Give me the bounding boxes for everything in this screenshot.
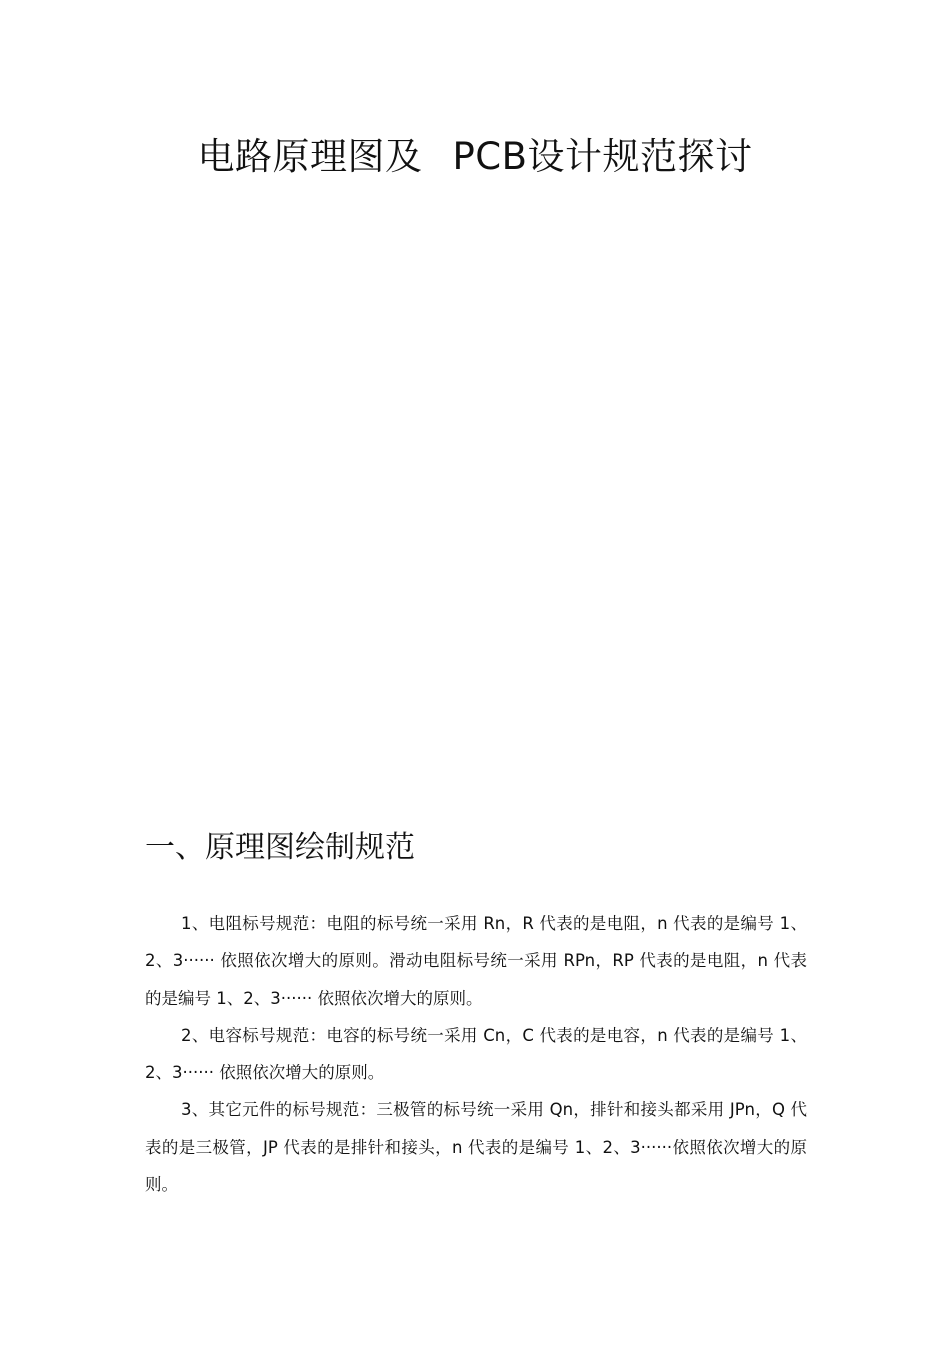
paragraph-other-components-labeling: 3、其它元件的标号规范：三极管的标号统一采用 Qn，排针和接头都采用 JPn，Q 代表的是三极管，JP 代表的是排针和接头，n 代表的是编号 1、2、3······依照依次增大的原则。 [145, 1100, 807, 1195]
document-title-part1: 电路原理图及 [197, 135, 423, 178]
paragraph-capacitor-labeling: 2、电容标号规范：电容的标号统一采用 Cn，C 代表的是电容，n 代表的是编号 1、2、3······ 依照依次增大的原则。 [145, 1025, 807, 1083]
document-title [0, 134, 950, 180]
document-title-part2: PCB设计规范探讨 [452, 135, 753, 178]
section-body [145, 905, 807, 1203]
paragraph-resistor-labeling: 1、电阻标号规范：电阻的标号统一采用 Rn，R 代表的是电阻，n 代表的是编号 1、2、3······ 依照依次增大的原则。滑动电阻标号统一采用 RPn，RP 代表的是电阻，n 代表的是编号 1、2、3······ 依照依次增大的原则。 [145, 914, 807, 1008]
section-heading: 一、原理图绘制规范 [145, 830, 415, 865]
